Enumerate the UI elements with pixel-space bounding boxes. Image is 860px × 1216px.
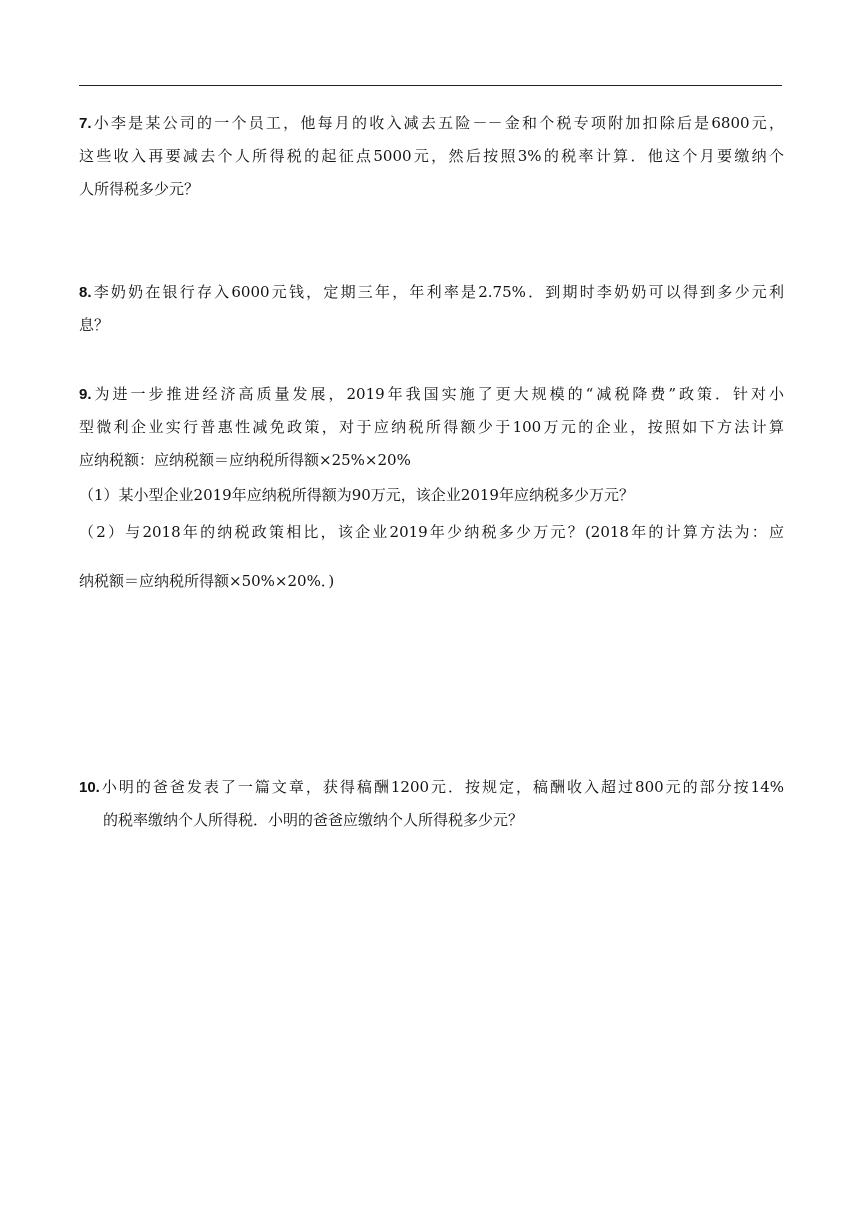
question-9-sub-2-line-1: [79, 521, 784, 543]
question-8-line-1: [79, 281, 784, 304]
question-9-text-1: 为进一步推进经济高质量发展，2019年我国实施了更大规模的“减税降费”政策．针对小: [91, 385, 784, 403]
question-10-number: 10.: [79, 779, 100, 796]
question-9-text-2: 型微利企业实行普惠性减免政策，对于应纳税所得额少于100万元的企业，按照如下方法计算: [79, 418, 784, 436]
question-9-line-1: [79, 383, 784, 406]
question-7-line-1: [79, 112, 784, 135]
question-7-text-2: 这些收入再要减去个人所得税的起征点5000元，然后按照3%的税率计算．他这个月要缴纳个: [79, 147, 784, 165]
header-divider: [79, 85, 782, 86]
question-10-text-2: 的税率缴纳个人所得税．小明的爸爸应缴纳个人所得税多少元？: [103, 811, 524, 829]
question-9-text-3: 应纳税额：应纳税额＝应纳税所得额×25%×20%: [79, 451, 411, 469]
question-7-number: 7.: [79, 115, 92, 132]
question-9-sub-2-text-1: （2）与2018年的纳税政策相比，该企业2019年少纳税多少万元？(2018年的计算方法为：应: [79, 523, 784, 541]
question-9-sub-1-text: （1）某小型企业2019年应纳税所得额为90万元，该企业2019年应纳税多少万元？: [79, 486, 634, 504]
question-8-line-2: [79, 314, 784, 336]
question-8-number: 8.: [79, 284, 92, 301]
question-9-sub-1: [79, 484, 784, 506]
question-9-sub-2-text-2: 纳税额＝应纳税所得额×50%×20%．): [79, 572, 335, 590]
question-7-line-2: [79, 145, 784, 167]
question-10-line-1: [79, 776, 784, 799]
question-8-text-2: 息？: [79, 316, 110, 334]
question-9-formula: [79, 449, 784, 471]
question-9-number: 9.: [79, 386, 92, 403]
question-9-sub-2-line-2: [79, 570, 784, 592]
question-8-text-1: 李奶奶在银行存入6000元钱，定期三年，年利率是2.75%．到期时李奶奶可以得到多少元利: [91, 283, 784, 301]
question-7-text-1: 小李是某公司的一个员工，他每月的收入减去五险－－金和个税专项附加扣除后是6800元，: [91, 114, 784, 132]
question-7-line-3: [79, 178, 784, 200]
question-9-line-2: [79, 416, 784, 438]
question-10-text-1: 小明的爸爸发表了一篇文章，获得稿酬1200元．按规定，稿酬收入超过800元的部分按14%: [99, 778, 784, 796]
question-7-text-3: 人所得税多少元？: [79, 180, 200, 198]
question-10-line-2: [103, 809, 783, 831]
